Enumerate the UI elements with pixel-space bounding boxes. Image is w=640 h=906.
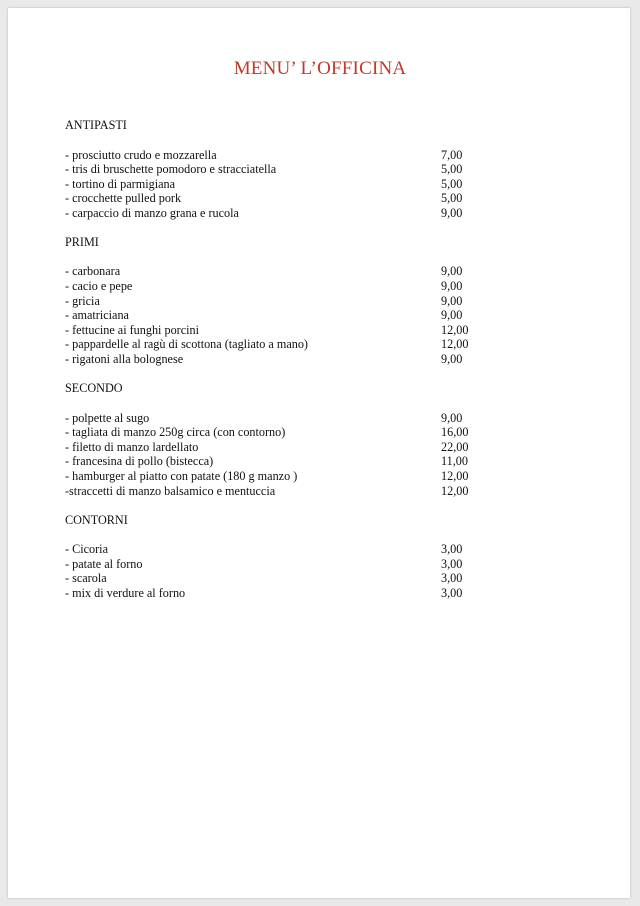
menu-item — [65, 484, 505, 499]
section-secondo — [65, 381, 505, 498]
menu-item — [65, 586, 505, 601]
menu-item — [65, 542, 505, 557]
item-price: 7,00 — [441, 147, 463, 162]
item-price: 9,00 — [441, 352, 463, 367]
item-price: 3,00 — [441, 585, 463, 600]
section-contorni — [65, 513, 505, 601]
menu-item — [65, 294, 505, 309]
menu-item — [65, 162, 505, 177]
item-price: 9,00 — [441, 264, 463, 279]
menu-item — [65, 425, 505, 440]
section-title: CONTORNI — [65, 512, 128, 527]
menu-item — [65, 279, 505, 294]
section-title: ANTIPASTI — [65, 118, 127, 132]
menu-item — [65, 148, 505, 163]
menu-item — [65, 206, 505, 221]
menu-item — [65, 337, 505, 352]
item-name: - fettucine ai funghi porcini — [65, 322, 200, 337]
item-price: 3,00 — [441, 571, 463, 586]
menu-item — [65, 177, 505, 192]
item-price: 5,00 — [441, 176, 463, 191]
item-price: 3,00 — [441, 556, 463, 571]
item-price: 9,00 — [441, 308, 463, 323]
menu-item — [65, 191, 505, 206]
item-name: - rigatoni alla bolognese — [65, 352, 184, 367]
item-name: -straccetti di manzo balsamico e mentuccia — [65, 483, 276, 498]
section-antipasti — [65, 118, 505, 220]
item-price: 12,00 — [441, 469, 469, 483]
item-price: 12,00 — [441, 322, 469, 337]
section-title: PRIMI — [65, 234, 99, 249]
section-title: SECONDO — [65, 381, 123, 396]
item-price: 5,00 — [441, 191, 463, 206]
menu-item — [65, 264, 505, 279]
item-name: - pappardelle al ragù di scottona (tagliato a mano) — [65, 337, 308, 352]
item-price: 3,00 — [441, 542, 463, 557]
item-name: - tris di bruschette pomodoro e stracciatella — [65, 162, 277, 177]
menu-item — [65, 469, 505, 484]
menu-item — [65, 352, 505, 367]
item-price: 22,00 — [441, 439, 469, 454]
item-price: 9,00 — [441, 293, 463, 308]
item-name: - polpette al sugo — [65, 410, 150, 425]
menu-item — [65, 411, 505, 426]
menu-title: MENU’ L’OFFICINA — [233, 58, 407, 79]
item-price: 11,00 — [441, 454, 468, 469]
item-name: - crocchette pulled pork — [65, 191, 182, 206]
item-name: - carpaccio di manzo grana e rucola — [65, 205, 239, 220]
item-name: - francesina di pollo (bistecca) — [65, 454, 214, 469]
item-name: - amatriciana — [65, 308, 129, 323]
item-name: - Cicoria — [65, 542, 108, 557]
item-name: - tagliata di manzo 250g circa (con contorno) — [65, 425, 286, 440]
item-name: - filetto di manzo lardellato — [65, 439, 199, 454]
menu-item — [65, 440, 505, 455]
menu-item — [65, 454, 505, 469]
item-price: 16,00 — [441, 425, 469, 440]
item-name: - prosciutto crudo e mozzarella — [65, 147, 217, 162]
item-price: 12,00 — [441, 337, 469, 352]
item-price: 12,00 — [441, 483, 469, 498]
item-name: - cacio e pepe — [65, 279, 133, 294]
section-primi — [65, 235, 505, 367]
menu-item — [65, 308, 505, 323]
item-price: 9,00 — [441, 205, 463, 220]
menu-body — [65, 118, 505, 615]
item-name: - carbonara — [65, 264, 121, 279]
item-name: - patate al forno — [65, 556, 143, 571]
menu-item — [65, 571, 505, 586]
menu-item — [65, 557, 505, 572]
item-name: - scarola — [65, 571, 107, 586]
item-name: - hamburger al piatto con patate (180 g manzo ) — [65, 469, 298, 483]
item-name: - tortino di parmigiana — [65, 176, 175, 191]
item-price: 5,00 — [441, 162, 463, 177]
menu-item — [65, 323, 505, 338]
item-name: - mix di verdure al forno — [65, 585, 186, 600]
item-price: 9,00 — [441, 279, 463, 294]
item-price: 9,00 — [441, 410, 463, 425]
item-name: - gricia — [65, 293, 100, 308]
